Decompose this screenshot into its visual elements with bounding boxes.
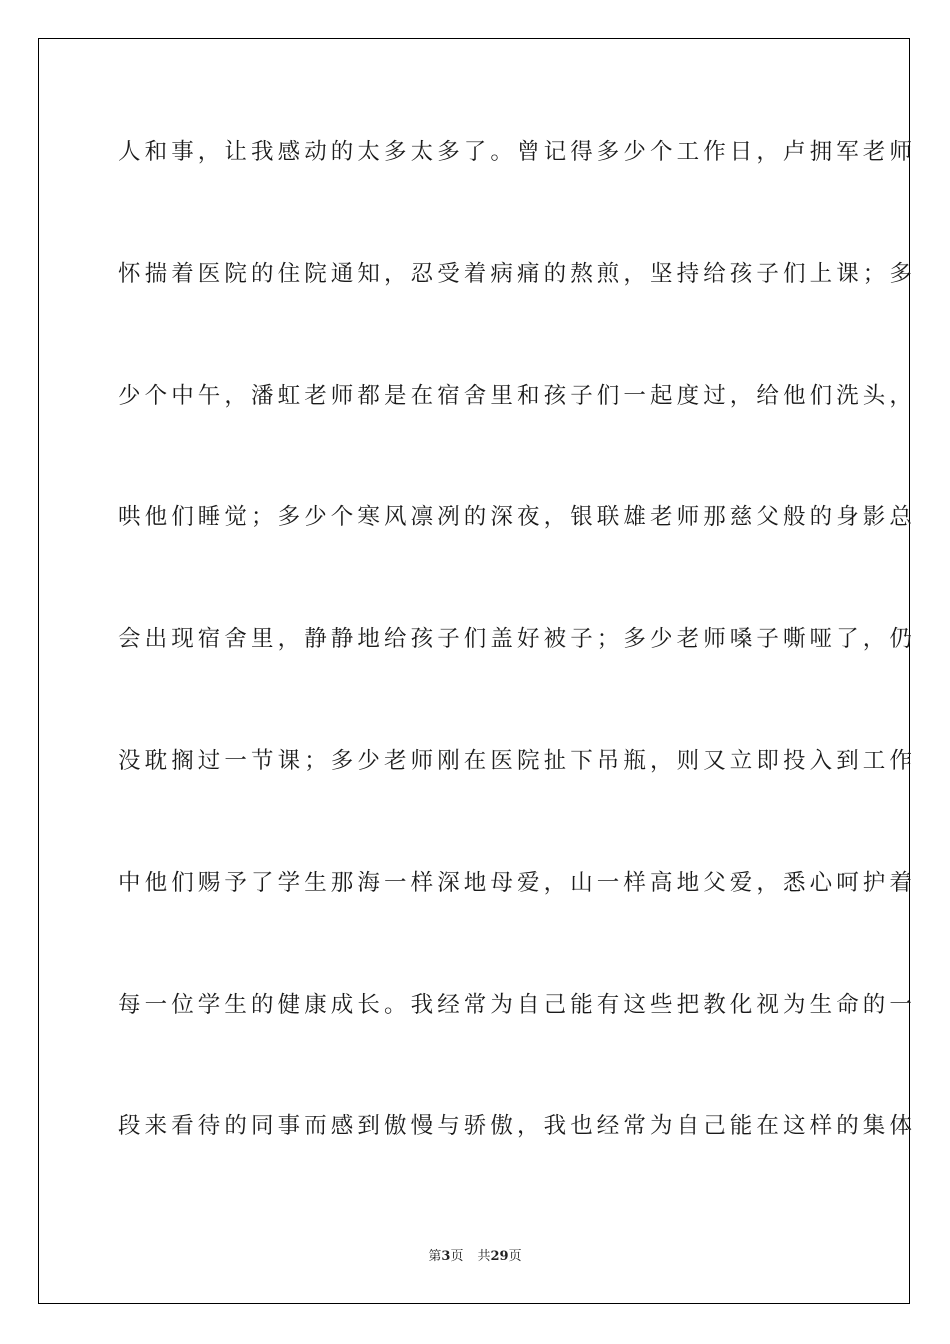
text-line: 少个中午，潘虹老师都是在宿舍里和孩子们一起度过，给他们洗头， [118,382,917,409]
text-line: 人和事，让我感动的太多太多了。曾记得多少个工作日，卢拥军老师 [118,139,917,165]
text-line: 没耽搁过一节课；多少老师刚在医院扯下吊瓶，则又立即投入到工作 [118,747,917,774]
total-suffix: 页 [508,1249,522,1264]
page-footer [0,1245,950,1264]
page-prefix: 第 [428,1249,442,1264]
page-suffix: 页 [450,1249,464,1264]
text-line: 哄他们睡觉；多少个寒风凛冽的深夜，银联雄老师那慈父般的身影总 [118,504,917,531]
text-line: 段来看待的同事而感到傲慢与骄傲，我也经常为自己能在这样的集体 [118,1113,917,1140]
current-page-number: 3 [441,1249,451,1264]
document-body [118,122,917,1218]
text-line: 会出现宿舍里，静静地给孩子们盖好被子；多少老师嗓子嘶哑了，仍 [118,626,917,653]
text-line: 每一位学生的健康成长。我经常为自己能有这些把教化视为生命的一 [118,991,917,1018]
total-page-count: 29 [490,1249,509,1264]
total-prefix: 共 [477,1249,491,1264]
text-line: 中他们赐予了学生那海一样深地母爱，山一样高地父爱，悉心呵护着 [118,869,917,896]
text-line: 怀揣着医院的住院通知，忍受着病痛的熬煎，坚持给孩子们上课；多 [118,260,917,287]
